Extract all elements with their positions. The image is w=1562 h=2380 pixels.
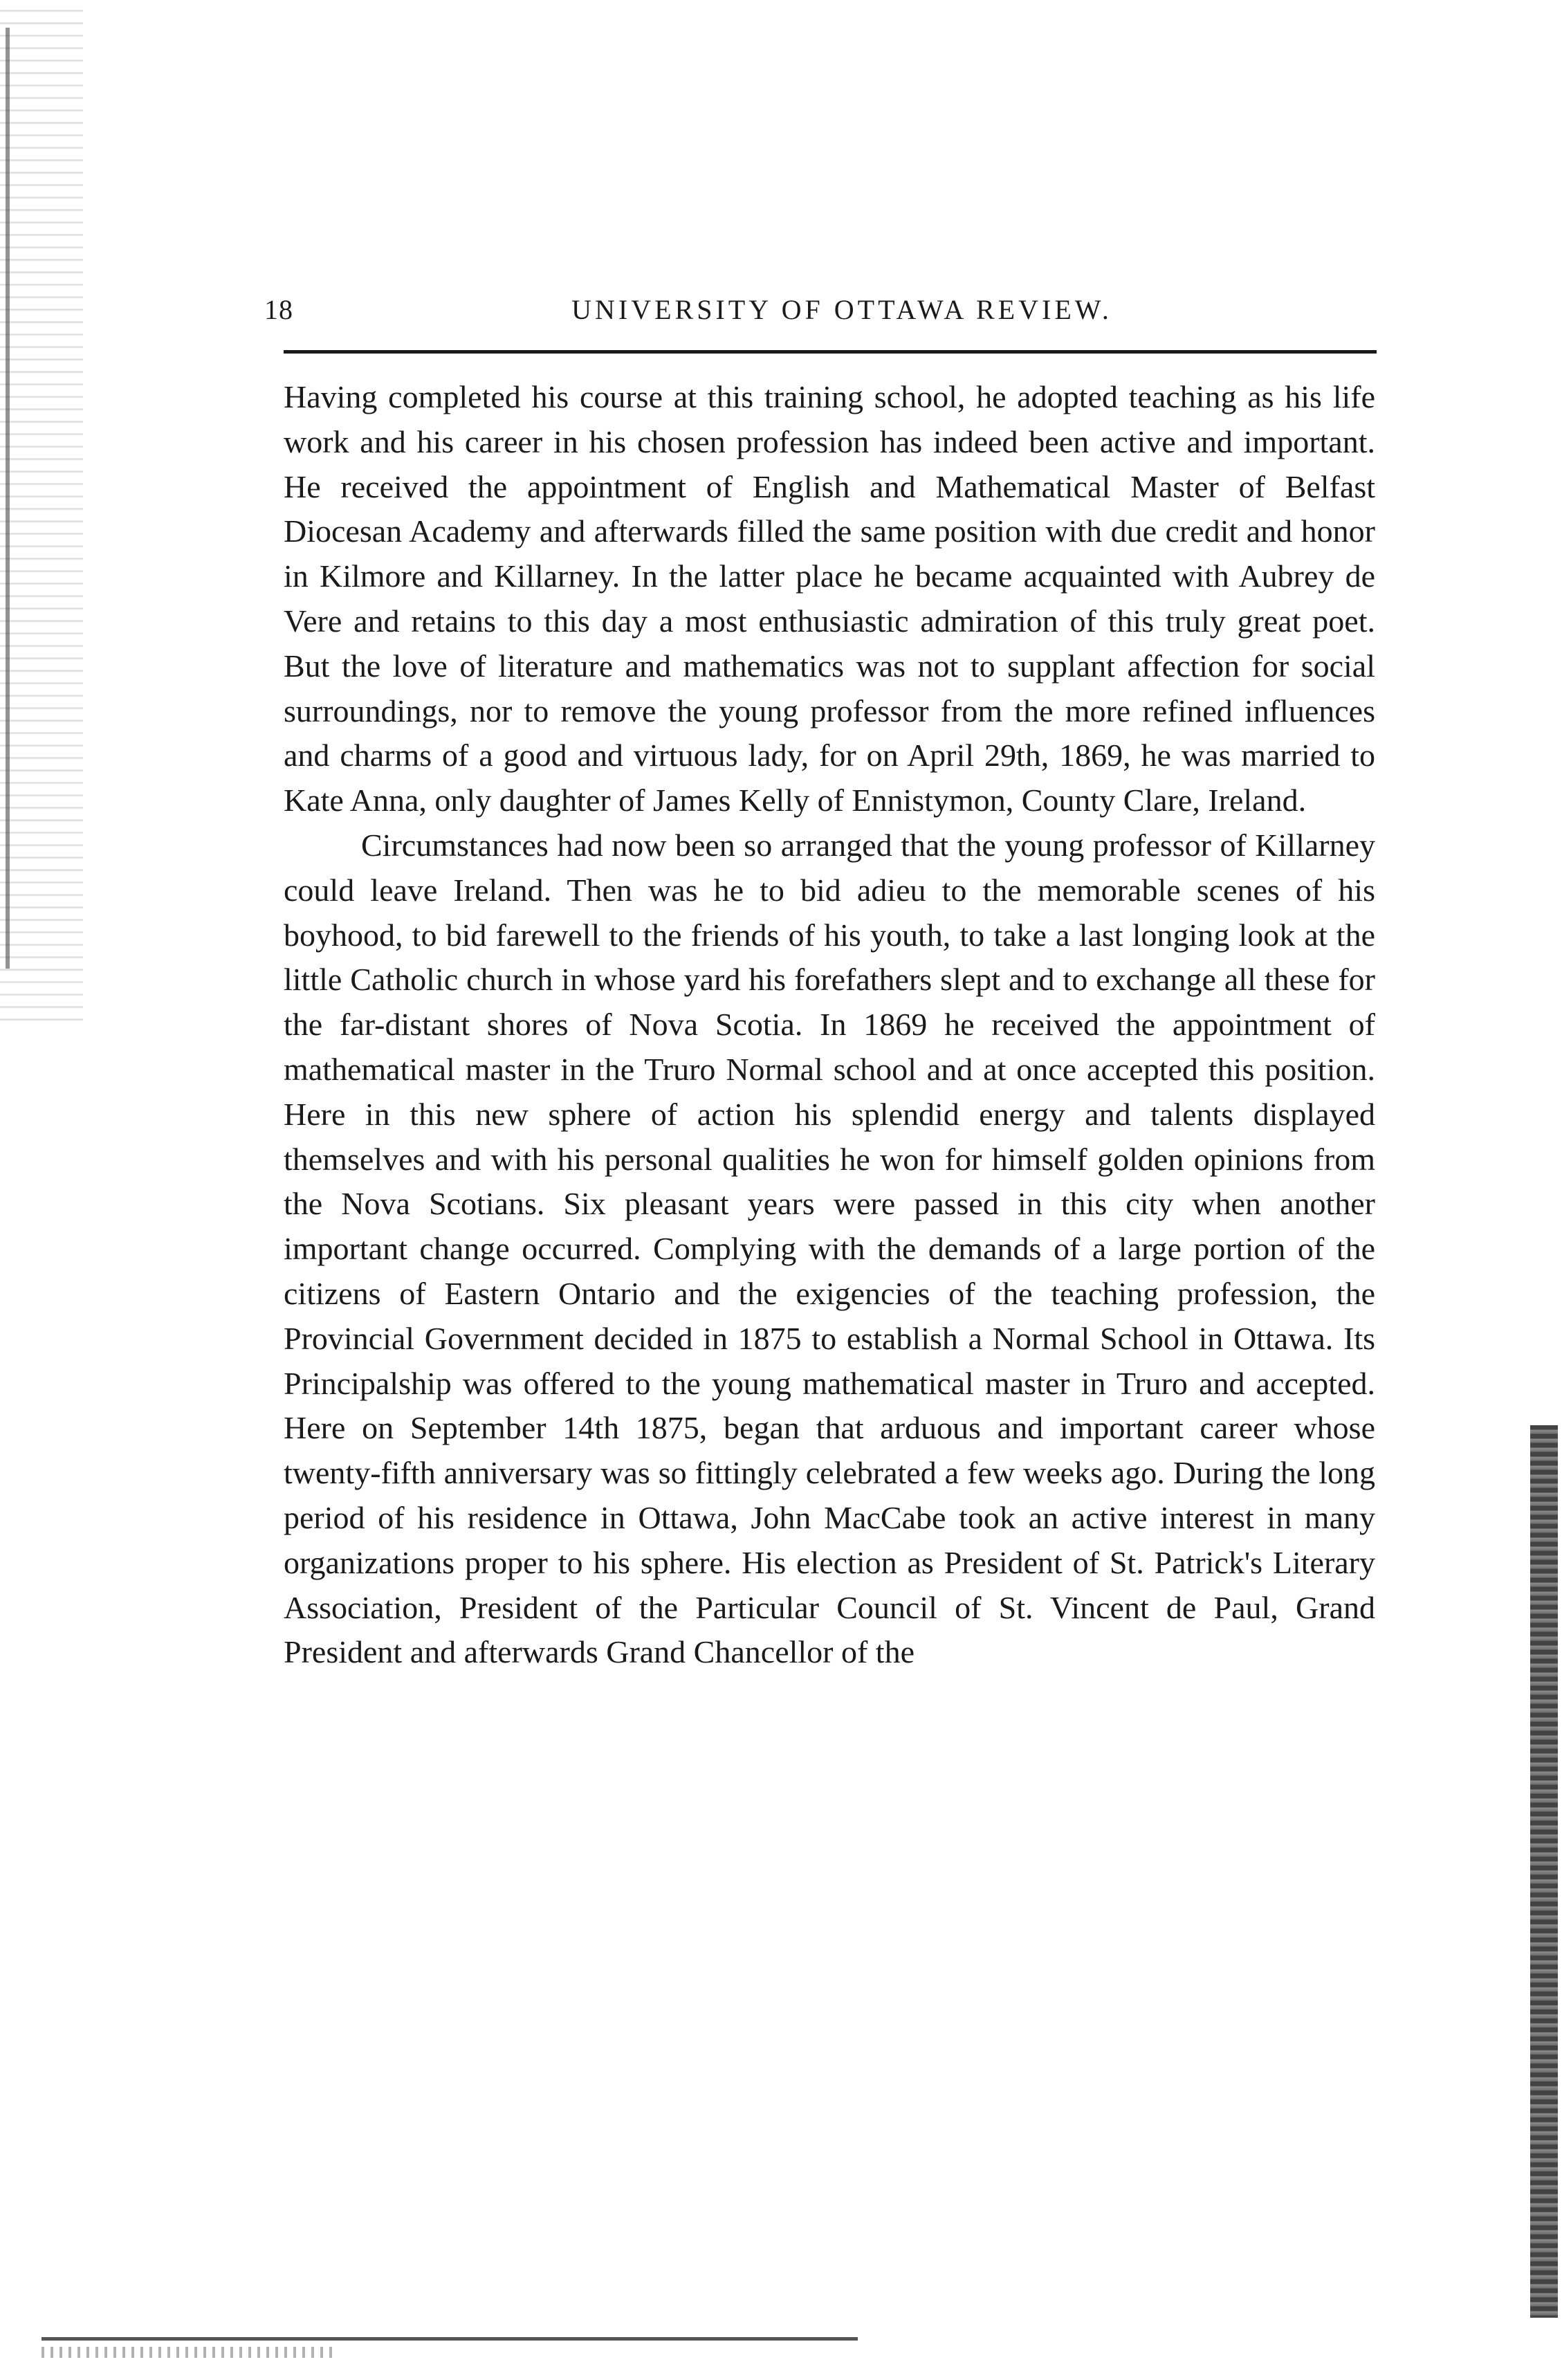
bottom-rule bbox=[42, 2337, 858, 2341]
scan-edge-right bbox=[1530, 1425, 1558, 2318]
scan-edge-left bbox=[0, 0, 83, 1024]
scan-specks bbox=[42, 2347, 332, 2358]
scan-edge-left-line bbox=[6, 28, 10, 969]
header-rule bbox=[284, 350, 1377, 354]
page-header bbox=[264, 289, 1378, 345]
paragraph-1: Having completed his course at this training school, he adopted teaching as his life work and his career in his chosen profession has indeed been active and important. He received the appointment of English and Mathematical Master of Belfast Diocesan Academy and afterwards filled the same position with due credit and honor in Kilmore and Killarney. In the latter place he became acquainted with Aubrey de Vere and retains to this day a most enthusiastic admiration of this truly great poet. But the love of literature and mathematics was not to supplant affection for social surroundings, nor to remove the young professor from the more refined influences and charms of a good and virtuous lady, for on April 29th, 1869, he was married to Kate Anna, only daughter of James Kelly of Ennistymon, County Clare, Ireland. bbox=[284, 379, 1375, 818]
page-number: 18 bbox=[264, 294, 293, 325]
paragraph-2: Circumstances had now been so arranged that the young professor of Killarney could leave Ireland. Then was he to bid adieu to the memorable scenes of his boyhood, to bid farewell to the friends of his youth, to take a last longing look at the little Catholic church in whose yard his forefathers slept and to exchange all these for the far-distant shores of Nova Scotia. In 1869 he received the appointment of mathematical master in the Truro Normal school and at once accepted this position. Here in this new sphere of action his splendid energy and talents displayed themselves and with his personal qualities he won for himself golden opinions from the Nova Scotians. Six pleasant years were passed in this city when another important change occurred. Complying with the demands of a large portion of the citizens of Eastern Ontario and the exigencies of the teaching profession, the Provincial Government decided in 1875 to establish a Normal School in Ottawa. Its Principalship was offered to the young mathematical master in Truro and accepted. Here on September 14th 1875, began that arduous and important career whose twenty-fifth anniversary was so fittingly celebrated a few weeks ago. During the long period of his residence in Ottawa, John MacCabe took an active interest in many organizations proper to his sphere. His election as President of St. Patrick's Literary Association, President of the Particular Council of St. Vincent de Paul, Grand President and afterwards Grand Chancellor of the bbox=[284, 827, 1375, 1670]
running-head: UNIVERSITY OF OTTAWA REVIEW. bbox=[571, 294, 1112, 325]
article-body bbox=[284, 375, 1375, 1675]
